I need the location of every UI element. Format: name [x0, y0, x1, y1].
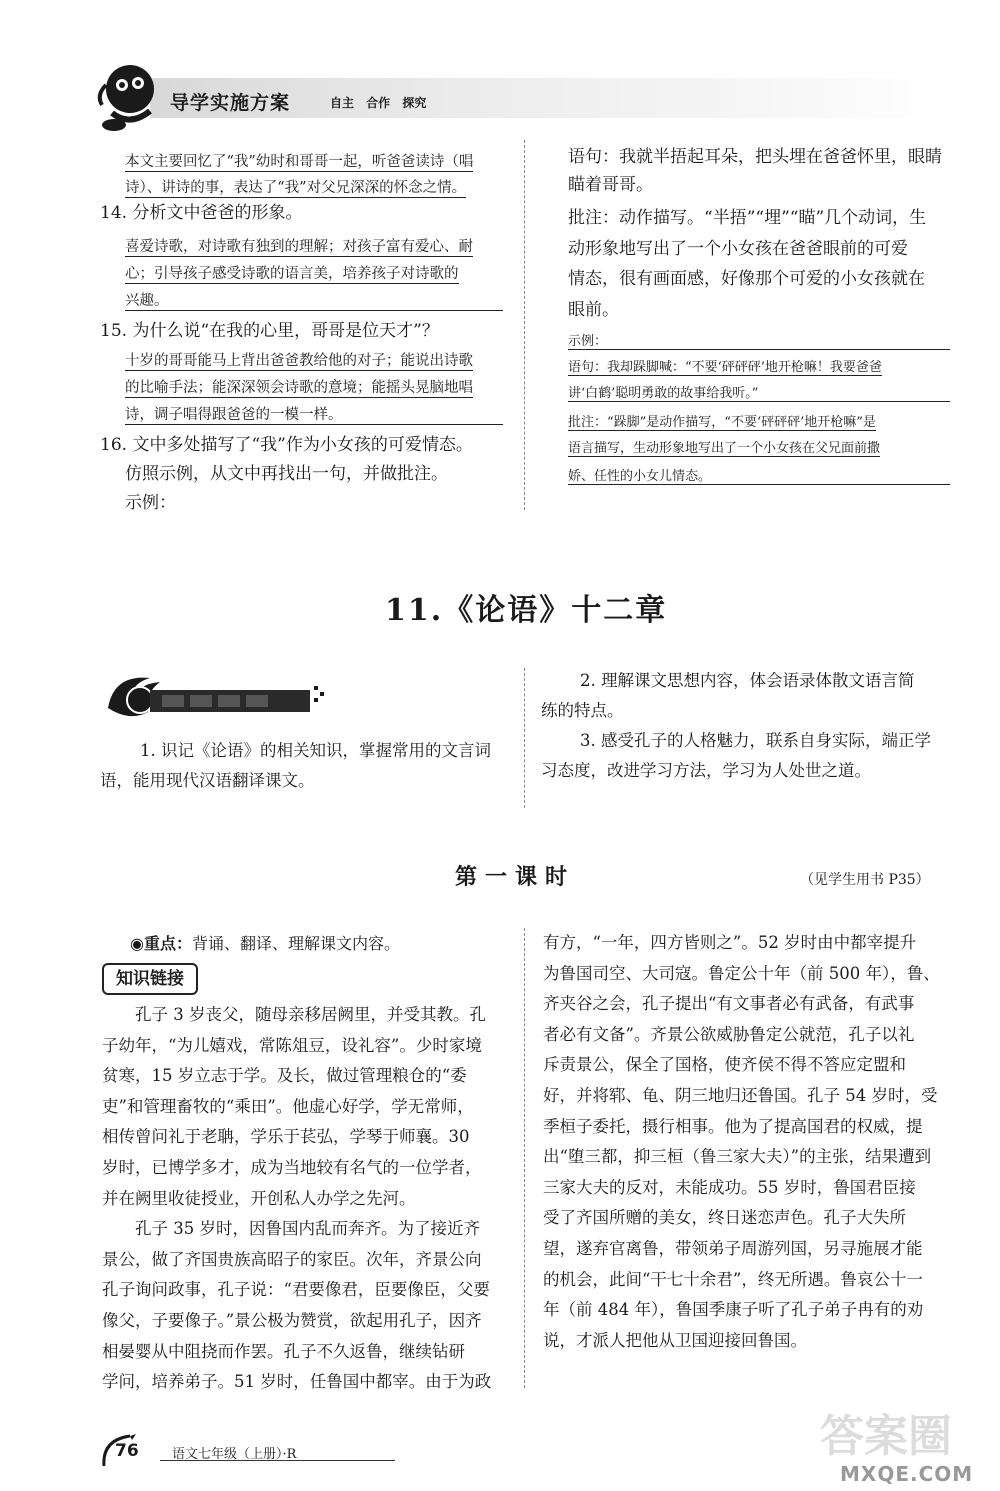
column-divider-body — [524, 928, 525, 1388]
answer-15-line1: 十岁的哥哥能马上背出爸爸教给他的对子；能说出诗歌 — [125, 349, 473, 371]
right-body-line: 齐夹谷之会，孔子提出“有文事者必有武备，有武事 — [543, 994, 915, 1014]
page-number: 76 — [115, 1441, 139, 1461]
right-body-line: 三家大夫的反对，未能成功。55 岁时，鲁国君臣接 — [543, 1177, 916, 1197]
example-note-line2: 动形象地写出了一个小女孩在爸爸眼前的可爱 — [568, 239, 908, 259]
left-body-line: 相晏婴从中阻挠而作罢。孔子不久返鲁，继续钻研 — [102, 1341, 465, 1361]
right-body-line: 年（前 484 年），鲁国季康子听了孔子弟子冉有的劝 — [543, 1300, 924, 1320]
focus-line — [130, 931, 400, 954]
example-note-line4: 眼前。 — [568, 300, 619, 320]
right-body-line: 出“堕三都，抑三桓（鲁三家大夫）”的主张，结果遭到 — [543, 1147, 932, 1167]
answer-13-line2: 诗）、讲诗的事，表达了“我”对父兄深深的怀念之情。 — [125, 176, 466, 198]
question-15: 15. 为什么说“在我的心里，哥哥是位天才”？ — [100, 321, 439, 341]
left-body-line: 并在阙里收徒授业，开创私人办学之先河。 — [102, 1188, 416, 1208]
left-body — [102, 1000, 491, 1398]
left-body-line: 贫寒，15 岁立志于学。及长，做过管理粮仓的“委 — [102, 1066, 467, 1086]
answer-16-line2: 讲‘白鹤’聪明勇敢的故事给我听。” — [568, 382, 950, 402]
answer-16-line3: 批注：“跺脚”是动作描写，“不要‘砰砰砰’地开枪嘛”是 — [568, 411, 876, 431]
objective-1-line2: 语，能用现代汉语翻译课文。 — [100, 771, 315, 790]
left-body-line: 学问，培养弟子。51 岁时，任鲁国中都宰。由于为政 — [102, 1372, 492, 1392]
question-14: 14. 分析文中爸爸的形象。 — [100, 203, 303, 223]
example-sentence-line1: 语句：我就半捂起耳朵，把头埋在爸爸怀里，眼睛 — [568, 147, 942, 167]
header-title: 导学实施方案 — [170, 92, 291, 114]
answer-16-line5: 娇、任性的小女儿情态。 — [568, 465, 950, 485]
answer-14-line3: 兴趣。 — [125, 289, 503, 311]
right-body-line: 斥责景公，保全了国格，使齐侯不得不答应定盟和 — [543, 1055, 906, 1075]
question-16-line2: 仿照示例，从文中再找出一句，并做批注。 — [125, 464, 448, 484]
chapter-title: 11.《论语》十二章 — [385, 593, 668, 628]
watermark-logo: 答案圈 — [820, 1411, 952, 1462]
example-sentence-line2: 瞄着哥哥。 — [568, 175, 653, 195]
left-body-line: 相传曾问礼于老聃，学乐于苌弘，学琴于师襄。30 — [102, 1127, 470, 1147]
left-body-line: 孔子 3 岁丧父，随母亲移居阙里，并受其教。孔 — [102, 1005, 486, 1024]
section-reference: （见学生用书 P35） — [800, 872, 930, 888]
right-body — [543, 928, 940, 1356]
header-subtitle: 自主 合作 探究 — [330, 96, 427, 110]
column-divider-top — [524, 140, 525, 510]
left-body-line: 岁时，已博学多才，成为当地较有名气的一位学者， — [102, 1157, 482, 1177]
answer-14-line1: 喜爱诗歌，对诗歌有独到的理解；对孩子富有爱心、耐 — [125, 235, 473, 257]
objectives-banner-icon — [100, 668, 330, 724]
footer-rule — [160, 1460, 395, 1461]
left-body-line: 吏”和管理畜牧的“乘田”。他虚心好学，学无常师， — [102, 1096, 474, 1116]
right-body-line: 季桓子委托，摄行相事。他为了提高国君的权威，提 — [543, 1116, 923, 1136]
answer-15-line2: 的比喻手法；能深深领会诗歌的意境；能摇头晃脑地唱 — [125, 376, 473, 398]
objective-1-line1: 1. 识记《论语》的相关知识，掌握常用的文言词 — [140, 741, 491, 760]
right-body-line: 受了齐国所赠的美女，终日迷恋声色。孔子大失所 — [543, 1208, 906, 1228]
right-body-line: 好，并将郓、龟、阴三地归还鲁国。孔子 54 岁时，受 — [543, 1085, 938, 1105]
objective-3-line1: 3. 感受孔子的人格魅力，联系自身实际，端正学 — [580, 731, 931, 750]
answer-15-line3: 诗，调子唱得跟爸爸的一模一样。 — [125, 403, 503, 425]
footer-book-title: 语文七年级（上册）·R — [172, 1447, 297, 1462]
example-note-line1: 批注：动作描写。“半捂”“埋”“瞄”几个动词，生 — [568, 208, 927, 228]
column-divider-objectives — [524, 668, 525, 808]
answer-16-line4: 语言描写，生动形象地写出了一个小女孩在父兄面前撒 — [568, 437, 880, 457]
right-body-line: 为鲁国司空、大司寇。鲁定公十年（前 500 年），鲁、 — [543, 963, 940, 983]
left-body-line: 景公，做了齐国贵族高昭子的家臣。次年，齐景公向 — [102, 1249, 482, 1269]
focus-label: ◉重点： — [130, 934, 192, 953]
right-body-line: 者必有文备”。齐景公欲威胁鲁定公就范，孔子以礼 — [543, 1024, 915, 1044]
right-body-line: 说，才派人把他从卫国迎接回鲁国。 — [543, 1330, 807, 1350]
left-body-line: 子幼年，“为儿嬉戏，常陈俎豆，设礼容”。少时家境 — [102, 1035, 482, 1055]
knowledge-link-badge: 知识链接 — [102, 963, 198, 995]
objective-2-line2: 练的特点。 — [541, 701, 624, 720]
objective-2-line1: 2. 理解课文思想内容，体会语录体散文语言简 — [580, 671, 915, 690]
watermark-url: MXQE.COM — [840, 1462, 974, 1486]
answer-13-line1: 本文主要回忆了“我”幼时和哥哥一起，听爸爸读诗（唱 — [125, 150, 473, 172]
objective-3-line2: 习态度，改进学习方法，学习为人处世之道。 — [541, 761, 871, 780]
right-body-line: 有方，“一年，四方皆则之”。52 岁时由中都宰提升 — [543, 933, 917, 952]
focus-text: 背诵、翻译、理解课文内容。 — [191, 934, 400, 953]
right-body-line: 望，遂弃官离鲁，带领弟子周游列国，另寻施展才能 — [543, 1238, 923, 1258]
answer-14-line2: 心；引导孩子感受诗歌的语言美，培养孩子对诗歌的 — [125, 262, 459, 284]
answer-16-line1: 语句：我却跺脚喊：“不要‘砰砰砰’地开枪嘛！我要爸爸 — [568, 356, 882, 376]
question-16-example-label: 示例： — [125, 493, 176, 513]
left-body-line: 像父，子要像子。”景公极为赞赏，欲起用孔子，因齐 — [102, 1310, 482, 1330]
question-16-line1: 16. 文中多处描写了“我”作为小女孩的可爱情态。 — [100, 435, 473, 455]
left-body-line: 孔子 35 岁时，因鲁国内乱而奔齐。为了接近齐 — [102, 1219, 480, 1239]
left-body-line: 孔子询问政事，孔子说：“君要像君，臣要像臣，父要 — [102, 1280, 490, 1300]
answer-16-label: 示例： — [568, 330, 950, 350]
example-note-line3: 情态，很有画面感，好像那个可爱的小女孩就在 — [568, 269, 925, 289]
right-body-line: 的机会，此间“干七十余君”，终无所遇。鲁哀公十一 — [543, 1269, 923, 1289]
mascot-logo-icon — [92, 55, 162, 133]
section-title: 第一课时 — [455, 864, 576, 890]
